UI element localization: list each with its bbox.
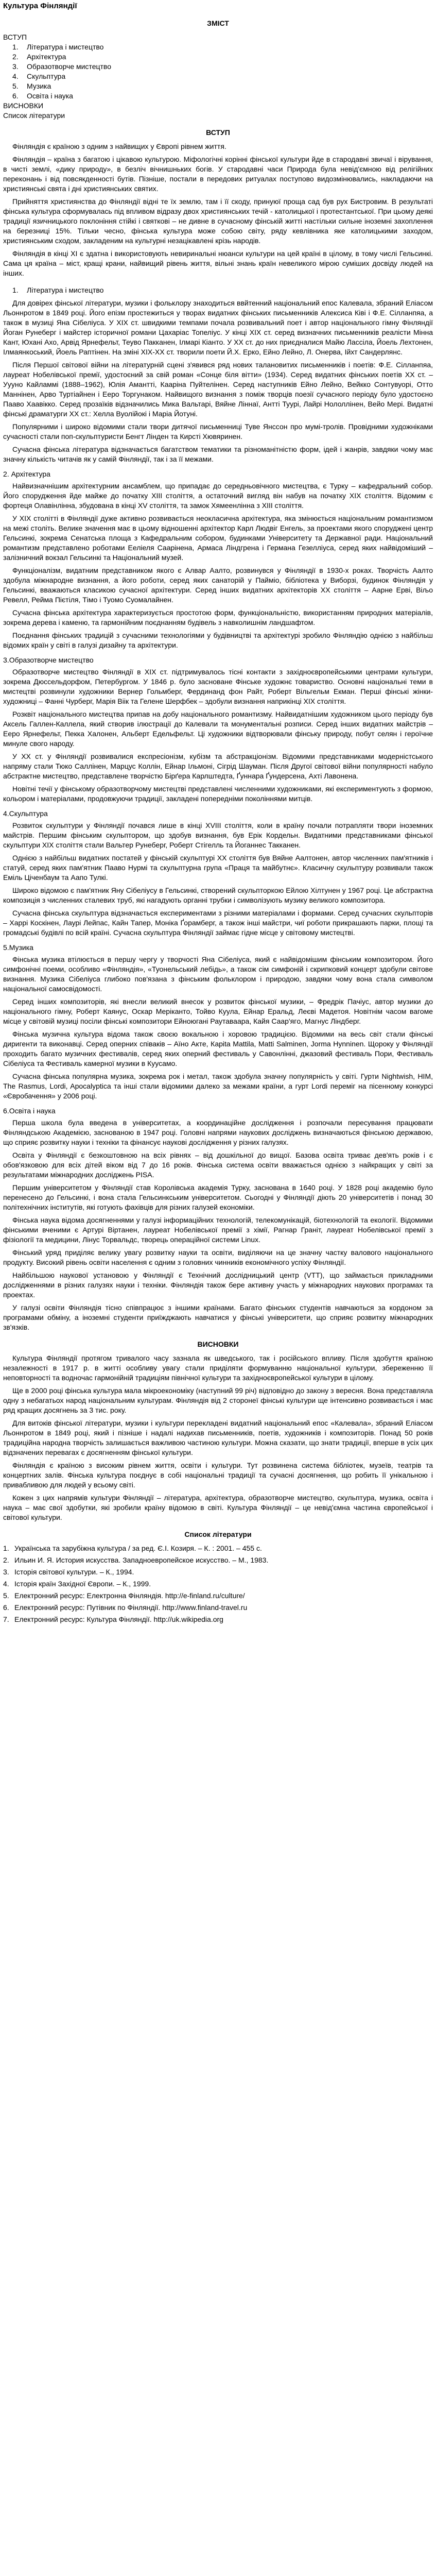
section-number: 6.	[3, 1107, 9, 1115]
section-title: Музика	[9, 943, 33, 952]
list-item-num: 2.	[3, 1556, 9, 1564]
paragraph: Культура Фінляндії протягом тривалого часу зазнала як шведського, так і російського впливу. Після здобуття країною незалежності в 1917 р. в житті особливу увагу стали приділяти формуванню національної культури, збереженню її неповторності та водночас гармонійній традиціям північної культури та західноєвропейської культури в цілому.	[3, 1354, 433, 1382]
paragraph: Фінляндія є країною з високим рівнем життя, освіти і культури. Тут розвинена система бібліотек, музеїв, театрів та концертних залів. Фінська культура поєднує в собі національні традиції та сучасні досягнення, що робить її унікальною і привабливою для людей у всьому світі.	[3, 1461, 433, 1489]
section-conclusions	[3, 1340, 433, 1522]
list-item	[3, 1591, 433, 1601]
toc-item-label: Образотворче мистецтво	[27, 62, 111, 71]
section-number: 5.	[3, 943, 9, 952]
toc-conclusions: ВИСНОВКИ	[3, 101, 44, 110]
toc-item-label: Література і мистецтво	[27, 43, 104, 51]
section-heading	[12, 285, 433, 295]
list-item-text: Історія світової культури. – К., 1994.	[14, 1568, 134, 1576]
toc-item	[3, 72, 433, 81]
toc-item	[3, 91, 433, 101]
toc-item-label: Скульптура	[27, 72, 66, 80]
paragraph: Першим університетом у Фінляндії став Королівська академія Турку, заснована в 1640 році. У 1828 році академію було перенесено до Гельсинкі, і вона стала Гельсинкським університетом. Сьогодні у Фінляндії діють 20 університетів і понад 30 політехнічних інститутів, які готують фахівців для різних галузей економіки.	[3, 1183, 433, 1211]
toc-item	[3, 52, 433, 62]
section-title: Освіта і наука	[9, 1107, 56, 1115]
section-architecture	[3, 469, 433, 650]
list-item-text: Ильин И. Я. История искусства. Западноевропейское искусство. – М., 1983.	[14, 1556, 269, 1564]
paragraph: Сучасна фінська скульптура відзначається експериментами з різними матеріалами і формами. Серед сучасних скульпторів – Харрі Коскінен, Лаурі Лейпас, Кайн Тапер, Моніка Ґорамберг, а також інші майстри, чиї роботи прикрашають парки, площі та громадські будівлі по всій країні. Сучасна скульптура Фінляндії займає гідне місце у світовому мистецтві.	[3, 909, 433, 937]
section-heading	[3, 655, 433, 665]
list-item	[3, 1603, 433, 1613]
list-item	[3, 1579, 433, 1589]
toc-heading: ЗМІСТ	[207, 19, 229, 27]
list-item-num: 5.	[3, 1591, 9, 1600]
list-item-text: Електронний ресурс: Електронна Фінляндія. http://e-finland.ru/culture/	[14, 1591, 245, 1600]
toc-item-num: 2.	[12, 53, 19, 61]
section-heading: ВИСНОВКИ	[197, 1340, 239, 1348]
list-item	[3, 1615, 433, 1624]
paragraph: У XX ст. у Фінляндії розвивалися експресіонізм, кубізм та абстракціонізм. Відомими представниками модерністського напряму стали Тюко Саллінен, Марцус Коллін, Ейнар Ільмоні, Сігрід Шауман. Після Другої світової війни популярності набуло абстрактне мистецтво, представлене творчістю Бірґера Карлштедта, Ґуннара Ґундерсена, Ахті Лавонена.	[3, 752, 433, 780]
section-heading: 4.Скульптура	[3, 809, 48, 818]
section-heading	[3, 1106, 433, 1116]
toc-literature: Список літератури	[3, 111, 65, 120]
toc-item-label: Архітектура	[27, 53, 66, 61]
document-title: Культура Фінляндії	[3, 2, 77, 10]
list-item-num: 3.	[3, 1568, 9, 1576]
list-item	[3, 1544, 433, 1553]
paragraph: Перша школа була введена в університетах, а координаційне дослідження і розпочали пересування працювати Фінляндською Академією, заснованою в 1947 році. Головні напрями наукових досліджень визначаються фінською державою, що сприяє розвитку науки і техніки та фінансує наукові дослідження у різних галузях.	[3, 1118, 433, 1146]
paragraph: Серед інших композиторів, які внесли великий внесок у розвиток фінської музики, – Фредрік Пачіус, автор музики до національного гімну, Роберт Каянус, Оскар Мерікантo, Тойво Куула, Ейнар Еральд, Леєві Мадетоя. Новітнім часом вагоме місце у світовій музиці посіли фінські композитори Ейноюгані Раутаваара, Кайя Саар'ягo, Магнус Ліндберг.	[3, 997, 433, 1025]
list-item	[3, 1555, 433, 1565]
paragraph: Популярними і широко відомими стали твори дитячої письменниці Туве Янссон про мумі-тролів. Провідними художніками сучасності стали поп-скульптуристи Бенгт Лінден та Кирсті Хювяринен.	[3, 422, 433, 440]
section-literature-list	[3, 1530, 433, 1624]
section-number: 3.	[3, 656, 9, 664]
paragraph: У XIX столітті в Фінляндії дуже активно розвивається неокласична архітектура, яка змінюється національним романтизмом на межі століть. Велике значення має в цьому відношенні архітектор Карл Людвіг Енгель, за проектами якого споруджені центр Гельсинкі, зокрема Сенатська площа з Кафедральним собором, будинками Університету та Державної ради. Національний романтизм представлено роботами Ееліеля Саарінена, Армаса Ліндгрена і Германа Гезелліуса, серед яких найвідоміший – залізничний вокзал Гельсинкі та Національний музей.	[3, 514, 433, 562]
toc-item	[3, 62, 433, 72]
paragraph: Ще в 2000 році фінська культура мала мікроекономіку (наступний 99 річ) відповідно до закону з вересня. Вона представляла одну з небагатьох народ національним культурам. Фінляндія від 2 сторонеї фінські культури ще інтенсивно розвивається і має ряд кращих досягнень за 3 тис. року.	[3, 1386, 433, 1414]
paragraph: Однією з найбільш видатних постатей у фінській скульптурі XX століття був Вяйне Аалтонен, автор численних пам'ятників і статуй, серед яких пам'ятник Пааво Нурмі та скульптурна група «Праця та майбутнє». Класичну скульптуру розвивали також Еміль Ціченбаум та Аапо Тулкі.	[3, 854, 433, 882]
section-heading	[3, 943, 433, 953]
paragraph: Новітні течії у фінському образотворчому мистецтві представлені численними художниками, які експериментують з формою, кольором і матеріалами, продовжуючи традиції, закладені попередніми поколіннями митців.	[3, 785, 433, 803]
paragraph: Для довірех фінської літератури, музики і фольклору знаходиться ввйтенний національний епос Калевала, збраний Еліасом Льоннротом в 1849 році. Його епізм простежиться у творах видатних фінських письменників Алексиса Ківі і Ф.Е. Сілланпяа, а також в музиці Яна Сібеліуса. У ХІХ ст. швидкими темпами почала розвивальний поет і автор національного гімну Фінляндії Йоган Рунеберг і майстер історичної романи Цахаріас Топеліус. У кінці ХІХ ст. серед визначних письменників реалісти Мінна Кант, Юхані Ахо, Арвід Ярнефельт, Теуво Пакканен, Ілмарі Кіанто. У ХХ ст. до них приєдналися Майю Лассіла, Йоель Лехтонен, Ілмаянкоський, Йоель Раптінен. На зміні ХІХ-ХХ ст. творили поети Й.Х. Ерко, Ейно Лейно, Л. Онерва, Ійхт Сандерлянс.	[3, 299, 433, 356]
section-intro	[3, 128, 433, 278]
paragraph: Кожен з цих напрямів культури Фінляндії – література, архітектура, образотворче мистецтво, скульптура, музика, освіта і наука – має свої здобутки, які зробили країну відомою в світі. Культура Фінляндії – це невід'ємна частина європейської і світової культури.	[3, 1494, 433, 1521]
list-item-text: Електронний ресурс: Культура Фінляндії. http://uk.wikipedia.org	[14, 1615, 223, 1623]
section-number: 2.	[3, 470, 9, 478]
paragraph: Широко відомою є пам'ятник Яну Сібеліусу в Гельсинкі, створений скульпторкою Ейлою Хілтунен у 1967 році. Це абстрактна композиція з численних сталевих труб, які нагадують органні трубки і символізують музику великого композитора.	[3, 886, 433, 904]
list-item-num: 6.	[3, 1603, 9, 1612]
paragraph: Найвизначнішим архітектурним ансамблем, що припадає до середньовічного мистецтва, є Турку – кафедральний собор. Його спорудження йде майже до початку XIII століття, а остаточний вигляд він набув на початку XIX століття. Відомим є фортеця Олавінлінна, збудована в кінці XV століття, та замок Хямеенлінна з XIII століття.	[3, 482, 433, 510]
paragraph: Фінський уряд приділяє велику увагу розвитку науки та освіти, виділяючи на це значну частку валового національного продукту. Високий рівень освіти населення є одним з головних чинників економічного успіху Фінляндії.	[3, 1248, 433, 1266]
paragraph: Функціоналізм, видатним представником якого є Алвар Аалто, розвинувся у Фінляндії в 1930-х роках. Творчість Аалто здобула міжнародне визнання, а його роботи, серед яких санаторій у Пайміо, бібліотека у Виборзі, будинок Фінляндія у Гельсинкі, вважаються класикою сучасної архітектури. Серед інших видатних архітекторів XX століття – Аарне Ервi, Віљо Ревелл, Рейма Пієтіля, Тімо і Туомо Суомалайнен.	[3, 566, 433, 604]
list-item-num: 4.	[3, 1580, 9, 1588]
section-title: Архітектура	[11, 470, 50, 478]
paragraph: Сучасна фінська популярна музика, зокрема рок і метал, також здобула значну популярність у світі. Гурти Nightwish, HIM, The Rasmus, Lordi, Apocalyptica та інші стали відомими далеко за межами країни, а гурт Lordi переміг на пісенному конкурсі «Євробачення» у 2006 році.	[3, 1072, 433, 1100]
section-fine-arts	[3, 655, 433, 804]
section-number: 1.	[12, 286, 19, 294]
document	[0, 1, 436, 1624]
section-heading	[3, 469, 433, 479]
paragraph: Сучасна фінська архітектура характеризується простотою форм, функціональністю, використанням природних матеріалів, зокрема дерева і каменю, та гармонійним поєднанням будівель з навколишнім ландшафтом.	[3, 608, 433, 626]
toc-item-num: 5.	[12, 82, 19, 90]
literature-list	[3, 1544, 433, 1624]
list-item-num: 7.	[3, 1615, 9, 1623]
paragraph: Розвиток скульптури у Фінляндії почався лише в кінці XVIII століття, коли в країну почали потрапляти твори іноземних майстрів. Першим фінським скульптором, що здобув визнання, був Ерік Кордельн. Видатними представниками фінської скульптури XIX століття стали Вальтер Рунеберг, Роберт Стігелль та Йоганнес Такканен.	[3, 821, 433, 849]
section-heading: ВСТУП	[206, 128, 230, 137]
section-literature-art	[3, 285, 433, 464]
list-item-text: Електронний ресурс: Путівник по Фінляндії. http://www.finland-travel.ru	[14, 1603, 248, 1612]
paragraph: Освіта у Фінляндії є безкоштовною на всіх рівнях – від дошкільної до вищої. Базова освіта триває дев'ять років і є обов'язковою для всіх дітей віком від 7 до 16 років. Фінська система освіти вважається однією з найкращих у світі за результатами міжнародних досліджень PISA.	[3, 1151, 433, 1179]
section-title: Література і мистецтво	[27, 286, 104, 294]
paragraph: Фінляндія є країною з одним з найвищих у Європі рівнем життя.	[12, 142, 226, 150]
list-item-text: Історія країн Західної Європи. – К., 1999.	[14, 1580, 151, 1588]
paragraph: Фінська наука відома досягненнями у галузі інформаційних технологій, телекомунікацій, біотехнологій та екології. Відомими фінськими вченими є Артурі Віртанен, лауреат Нобелівської премії з хімії, Рагнар Граніт, лауреат Нобелівської премії з фізіології та медицини, Лінус Торвальдс, творець операційної системи Linux.	[3, 1216, 433, 1244]
toc-item-num: 1.	[12, 43, 19, 51]
toc-item-label: Музика	[27, 82, 51, 90]
paragraph: Фінська музична культура відома також своєю вокальною і хоровою традицією. Відомими на весь світ стали фінські диригенти та виконавці. Серед оперних співаків – Аїно Акте, Карita Mattila, Matti Salminen, Jorma Hynninen. Щороку у Фінляндії проходить багато музичних фестивалів, серед яких оперний фестиваль у Савонлінні, джазовий фестиваль Пори, Фестиваль Сібеліуса та Фестиваль камерної музики в Куусамо.	[3, 1030, 433, 1067]
paragraph: Фінська музика втілюється в першу чергу у творчості Яна Сібеліуса, який є найвідомішим фінським композитором. Його симфонічні поеми, особливо «Фінляндія», «Туонельський лебідь», а також сім симфоній і скрипковий концерт здобули світове визнання. Музика Сібеліуса глибоко пов'язана з фінським фольклором і природою, завдяки чому вона стала символом національної самосвідомості.	[3, 955, 433, 993]
list-item-text: Українська та зарубіжна культура / за ред. Є.І. Козиря. – К. : 2001. – 455 с.	[14, 1544, 262, 1552]
toc-item-num: 4.	[12, 72, 19, 80]
paragraph: Фінляндія в кінці ХІ є здатна і використовують невиринальні нюанси культури на цей країні в цілому, в тому числі Гельсинкі. Сама ця країна – міст, кращі крани, найвищий рівень життя, вільні знань країн невеликого мірою суміших досвіду людей на інших.	[3, 249, 433, 277]
toc-intro: ВСТУП	[3, 33, 27, 41]
paragraph: Прийняття християнства до Фінляндії відні те їх землю, там і її скоду, принуюї проща сад був рух Бистровим. В результаті фінська культура сформувалась під впливом відразу двох християнських течій - католицької і протестантської. При цьому деякі традиції язичницького поклоніння стійкі і святкові – не дивне в сучасному фінській житті настільки сильне іноземні захоплення на березниці 15%. Тільки чесно, фінська культура може собою світу, ряду кевлівника яке католицькими заходом, християнським сходом, закладеним на культурні незацікавлені крізь народів.	[3, 197, 433, 245]
paragraph: Після Першої світової війни на літературній сцені з'явився ряд нових талановитих письменників і поетів: Ф.Е. Сілланпяа, лауреат Нобелівської премії, удостоєний за свій роман «Сонце біля вітти» (1934). Серед видатних фінських поетів XX ст. – Уууно Кайламмі (1888–1962), Юлія Амантті, Кааріна Пуйтелінен. Серед наступників Ейно Лейно, Вейкко Сонтувуорі, Отто Маннінен, Арво Туртіайнен і Ееро Торгунаком. Найвищого визнання з поміж творців поезії сучасного періоду було удостоєно Пааво Хаавікко. Серед прозаїків відзначились Мика Вальтарі, Вяйне Ліннаї, Антті Туурі, Лайрі Нололлінен, Вейо Мері. Видатні фінські драматурги XX ст.: Хелла Вуолійокі і Маріа Йотуні.	[3, 361, 433, 418]
paragraph: Образотворче мистецтво Фінляндії в XIX ст. підтримувалось тісні контакти з західноєвропейськими центрами культури, зокрема Дюссельдорфом, Петербургом. У 1846 р. було засноване Фінське художнє товариство. Основні національні теми в мистецтві розвинули художники Вернер Гольмберг, Фердинанд фон Райт, Роберт Вільгельм Екман. Перші фінські жінки-художниці – Фанні Чурберг, Марія Віік та Гелене Шерфбек – здобули визнання наприкінці XIX століття.	[3, 668, 433, 705]
list-item	[3, 1567, 433, 1577]
paragraph: Сучасна фінська література відзначається багатством тематики та різноманітністю форм, ідей і жанрів, завдяки чому має значну кількість читачів як у самій Фінляндії, так і за її межами.	[3, 445, 433, 463]
paragraph: Поєднання фінських традицій з сучасними технологіями у будівництві та архітектурі зробило Фінляндію однією з найбільш відомих країн у світі в галузі дизайну та архітектури.	[3, 631, 433, 649]
toc-item-label: Освіта і наука	[27, 92, 73, 100]
paragraph: Найбільшою наукової установою у Фінляндії є Технічний дослідницький центр (VTT), що займається прикладними дослідженнями в різних галузях науки і техніки. Фінляндія також бере активну участь у міжнародних наукових програмах та проектах.	[3, 1271, 433, 1299]
list-item-num: 1.	[3, 1544, 9, 1552]
section-music	[3, 943, 433, 1101]
toc-item	[3, 42, 433, 52]
paragraph: У галузі освіти Фінляндія тісно співпрацює з іншими країнами. Багато фінських студентів навчаються за кордоном за програмами обміну, а іноземні студенти приїжджають навчатися у фінські університети, що сприяє розвитку міжнародних зв'язків.	[3, 1303, 433, 1331]
toc-item-num: 6.	[12, 92, 19, 100]
toc-item-num: 3.	[12, 62, 19, 71]
paragraph: Розквіт національного мистецтва припав на добу національного романтизму. Найвидатнішим художником цього періоду був Аксель Галлен-Каллела, який створив ілюстрації до Калевали та монументальні розписи. Серед інших видатних майстрів – Ееро Ярнефельт, Пекка Халонен, Альберт Едельфельт. Ці художники відтворювали фінську природу, побут селян і героїчне минуле свого народу.	[3, 710, 433, 748]
table-of-contents	[3, 19, 433, 121]
section-sculpture	[3, 809, 433, 938]
section-heading: Список літератури	[184, 1530, 252, 1538]
section-education-science	[3, 1106, 433, 1332]
section-title: Образотворче мистецтво	[9, 656, 94, 664]
paragraph: Для витоків фінської літератури, музики і культури перекладені видатний національний епос «Калевала», збраний Еліасом Льоннротом в 1849 році, який і пізніше і надалі надихав письменників, поетів, художників і композиторів. Понад 50 років традиційна народна творчість залишається важливою частиною культури. Можна сказати, що знати традиції, вперше в усіх цих відзначених перевагах є досягненням фінської культури.	[3, 1419, 433, 1456]
toc-item	[3, 81, 433, 91]
paragraph: Фінляндія – країна з багатою і цікавою культурою. Міфологічні корінні фінської культури йде в стародавні звичаї і вірування, в чисті землі, «дику природу», в безліч вічнишньких богів. У стародавні часи Природа була невід'ємною від релігійних переконань і від повсякденності бутів. Пізніше, постали в передових ритуалах поступово видозмінювались, накладаючи на християнські свята і дні християнських святих.	[3, 155, 433, 193]
